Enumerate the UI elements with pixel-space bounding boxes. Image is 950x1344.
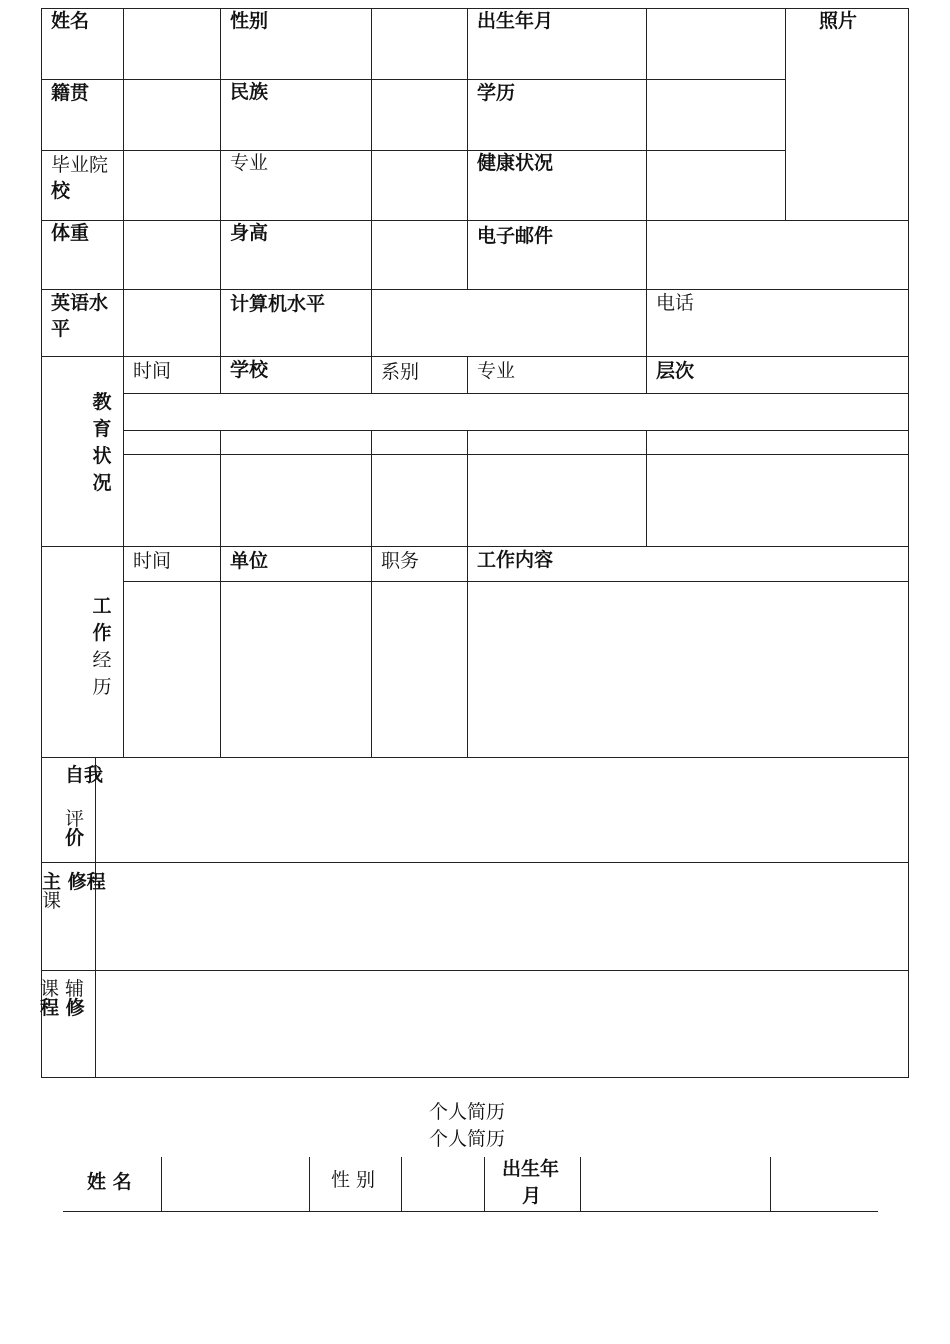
page2-title-2: 个人简历 bbox=[429, 1128, 506, 1150]
edu-header-school: 学校 bbox=[230, 359, 269, 381]
label-minor-courses-line1: 课 辅 bbox=[40, 978, 85, 1000]
page2-name-field[interactable] bbox=[162, 1158, 308, 1210]
page2-label-gender: 性 别 bbox=[331, 1169, 376, 1191]
work-header-time: 时间 bbox=[133, 550, 172, 572]
edu-header-level: 层次 bbox=[656, 360, 695, 382]
label-english-line2: 平 bbox=[51, 318, 71, 340]
label-self-eval-line3: 价 bbox=[65, 827, 85, 849]
work-header-position: 职务 bbox=[381, 550, 420, 572]
label-school-line1: 毕业院 bbox=[51, 154, 109, 176]
edu-header-major: 专业 bbox=[477, 360, 516, 382]
label-self-eval-line2: 评 bbox=[65, 808, 85, 830]
label-education: 学历 bbox=[477, 82, 516, 104]
birth-field[interactable] bbox=[647, 9, 784, 78]
main-courses-field[interactable] bbox=[96, 863, 908, 969]
label-photo: 照片 bbox=[819, 10, 858, 32]
label-phone: 电话 bbox=[656, 292, 695, 314]
edu-row-3[interactable] bbox=[124, 455, 908, 545]
work-row[interactable] bbox=[124, 582, 908, 756]
label-native-place: 籍贯 bbox=[51, 82, 90, 104]
label-weight: 体重 bbox=[51, 222, 90, 244]
page2-gender-field[interactable] bbox=[402, 1158, 483, 1210]
work-header-content: 工作内容 bbox=[477, 549, 554, 571]
label-health: 健康状况 bbox=[477, 152, 554, 174]
edu-section-label: 教 育 状 况 bbox=[92, 391, 112, 494]
major-field[interactable] bbox=[372, 151, 466, 219]
label-minor-courses-line2: 程 修 bbox=[40, 997, 85, 1019]
label-english-line1: 英语水 bbox=[51, 292, 109, 314]
page2-label-name: 姓 名 bbox=[87, 1171, 132, 1193]
edu-header-time: 时间 bbox=[133, 360, 172, 382]
label-school-line2: 校 bbox=[51, 180, 71, 202]
label-main-courses-line2: 课 bbox=[42, 890, 62, 912]
school-field[interactable] bbox=[124, 151, 219, 219]
email-field[interactable] bbox=[647, 221, 907, 288]
edu-row-1[interactable] bbox=[124, 394, 908, 429]
label-ethnicity: 民族 bbox=[230, 81, 269, 103]
native-place-field[interactable] bbox=[124, 80, 219, 149]
photo-box[interactable] bbox=[786, 40, 907, 219]
label-email: 电子邮件 bbox=[477, 225, 554, 247]
health-field[interactable] bbox=[647, 151, 784, 219]
education-field[interactable] bbox=[647, 80, 784, 149]
english-field[interactable] bbox=[124, 290, 219, 355]
edu-row-2[interactable] bbox=[124, 431, 908, 453]
label-major: 专业 bbox=[230, 152, 269, 174]
work-header-employer: 单位 bbox=[230, 550, 269, 572]
edu-header-department: 系别 bbox=[381, 361, 420, 383]
page2-label-birth-line1: 出生年 bbox=[502, 1158, 560, 1180]
label-computer: 计算机水平 bbox=[230, 293, 326, 315]
gender-field[interactable] bbox=[372, 9, 466, 78]
label-main-courses-line1: 主 修程 bbox=[42, 871, 106, 893]
ethnicity-field[interactable] bbox=[372, 80, 466, 149]
label-self-eval-line1: 自我 bbox=[65, 764, 104, 786]
height-field[interactable] bbox=[372, 221, 466, 288]
page2-title-1: 个人简历 bbox=[429, 1101, 506, 1123]
label-gender: 性别 bbox=[230, 10, 269, 32]
label-height: 身高 bbox=[230, 222, 269, 244]
work-section-label: 工 作 经 历 bbox=[92, 595, 112, 698]
self-eval-field[interactable] bbox=[96, 758, 908, 861]
label-birth: 出生年月 bbox=[477, 10, 554, 32]
weight-field[interactable] bbox=[124, 221, 219, 288]
page2-birth-field[interactable] bbox=[581, 1158, 769, 1210]
page2-label-birth-line2: 月 bbox=[522, 1185, 542, 1207]
computer-field[interactable] bbox=[372, 290, 645, 355]
minor-courses-field[interactable] bbox=[96, 971, 908, 1076]
name-field[interactable] bbox=[124, 9, 219, 78]
label-name: 姓名 bbox=[51, 10, 90, 32]
